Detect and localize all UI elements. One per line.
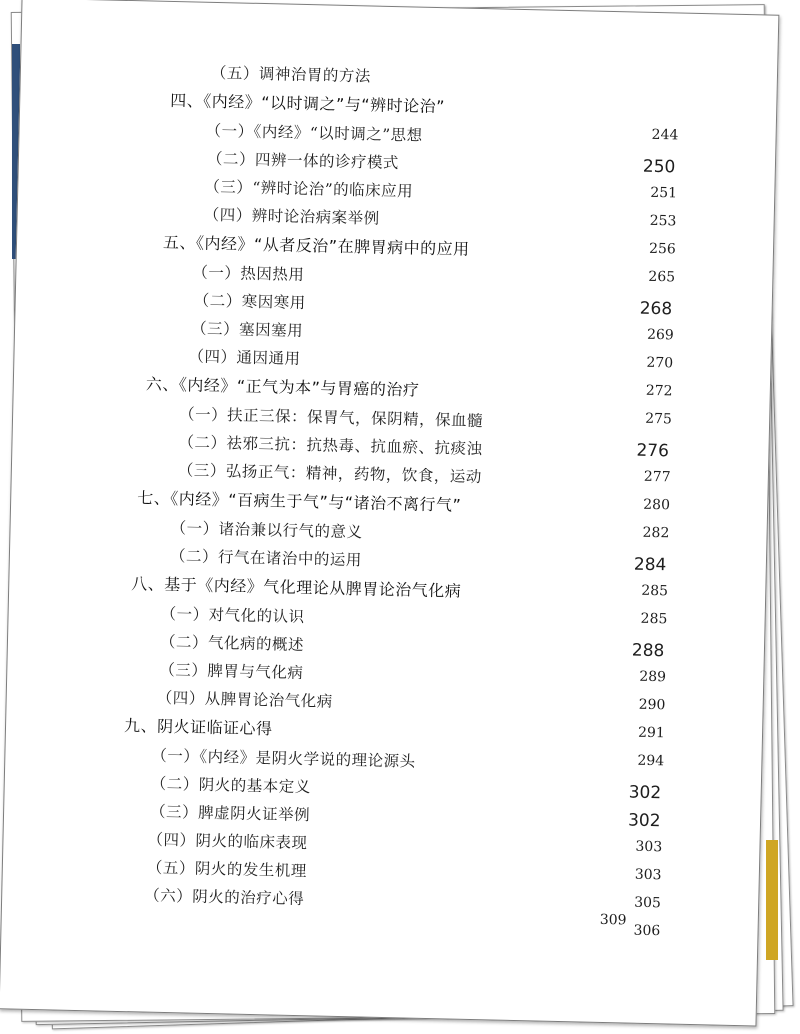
toc-page-number: 277 (643, 468, 671, 486)
toc-entry-title: （六）阴火的治疗心得 (144, 886, 305, 909)
toc-page-number: 294 (637, 752, 665, 770)
toc-entry-title: （一）《内经》“以时调之”思想 (205, 121, 423, 145)
toc-entry-title: （三）脾虚阴火证举例 (149, 802, 311, 825)
toc-entry-title: （一）对气化的认识 (160, 604, 305, 627)
toc-entry-title: 四、《内经》“以时调之”与“辨时论治” (170, 90, 446, 117)
toc-entry-title: （一）《内经》是阴火学说的理论源头 (151, 746, 416, 771)
toc-entry-title: （四）阴火的临床表现 (147, 830, 308, 853)
toc-entry-title: （一）诸治兼以行气的意义 (170, 519, 363, 542)
toc-page-number: 285 (641, 582, 669, 600)
toc-entry-title: （二）祛邪三抗：抗热毒、抗血瘀、抗痰浊 (178, 433, 483, 459)
toc-page-number: 309 (599, 911, 627, 929)
toc-page-number: 253 (649, 212, 677, 230)
toc-entry-title: 六、《内经》“正气为本”与胃癌的治疗 (145, 374, 420, 400)
toc-entry-title: （五）阴火的发生机理 (146, 858, 308, 881)
toc-page-number: 303 (634, 866, 662, 884)
toc-page-number: 302 (628, 782, 662, 804)
toc-entry-title: 九、阴火证临证心得 (123, 716, 273, 739)
toc-page-number: 305 (634, 894, 662, 912)
toc-entry-title: （二）寒因寒用 (193, 291, 306, 313)
toc-page-number: 265 (648, 268, 676, 286)
toc-page-number: 284 (633, 554, 667, 576)
toc-page-number: 272 (645, 382, 673, 400)
toc-page-number: 280 (643, 496, 671, 514)
toc-entry-title: （一）扶正三保：保胃气，保阴精，保血髓 (178, 405, 484, 431)
toc-entry-title: 八、基于《内经》气化理论从脾胃论治气化病 (131, 574, 462, 601)
toc-page-number: 288 (631, 640, 665, 662)
toc-page-number: 289 (639, 668, 667, 686)
toc-page-number: 275 (644, 410, 673, 428)
toc-page-number: 244 (651, 126, 679, 144)
book-cover-edge-gold (766, 840, 778, 960)
toc-entry-title: （四）辨时论治病案举例 (203, 205, 380, 228)
toc-entry-title: （四）从脾胃论治气化病 (156, 688, 333, 711)
toc-entry-title: （四）通因通用 (188, 347, 301, 368)
toc-entry-title: （三）弘扬正气：精神，药物，饮食，运动 (177, 461, 483, 487)
toc-page-number: 268 (639, 298, 673, 320)
toc-page-number: 290 (638, 696, 666, 714)
toc-page-number: 276 (636, 440, 670, 462)
toc-entry-title: （二）行气在诸治中的运用 (169, 547, 363, 570)
toc-entry-title: （一）热因热用 (192, 263, 305, 285)
toc-page-number: 250 (642, 156, 676, 178)
toc-page-number: 251 (650, 184, 678, 202)
toc-entry-title: （三）“辨时论治”的临床应用 (204, 177, 414, 201)
toc-entry-title: 七、《内经》“百病生于气”与“诸治不离行气” (137, 488, 462, 515)
toc-page-number: 282 (642, 524, 670, 542)
toc-page-number: 269 (646, 326, 674, 344)
toc-entry-title: （二）四辨一体的诊疗模式 (206, 149, 400, 173)
toc-page-number: 291 (637, 724, 665, 742)
toc-entry-title: （三）脾胃与气化病 (159, 660, 304, 683)
toc-entry-title: 五、《内经》“从者反治”在脾胃病中的应用 (162, 232, 470, 259)
toc-page-number: 270 (646, 354, 674, 372)
toc-page-number: 285 (640, 610, 668, 628)
toc-page-number: 302 (627, 810, 661, 832)
toc-entry-title: （五）调神治胃的方法 (210, 63, 372, 86)
toc-page-number: 256 (648, 240, 676, 258)
toc-page-number: 306 (633, 922, 661, 940)
toc-entry-title: （二）气化病的概述 (159, 632, 305, 655)
toc-entry-title: （二）阴火的基本定义 (150, 774, 311, 797)
toc-page-number: 303 (635, 838, 663, 856)
toc-entry-title: （三）塞因塞用 (190, 319, 304, 341)
